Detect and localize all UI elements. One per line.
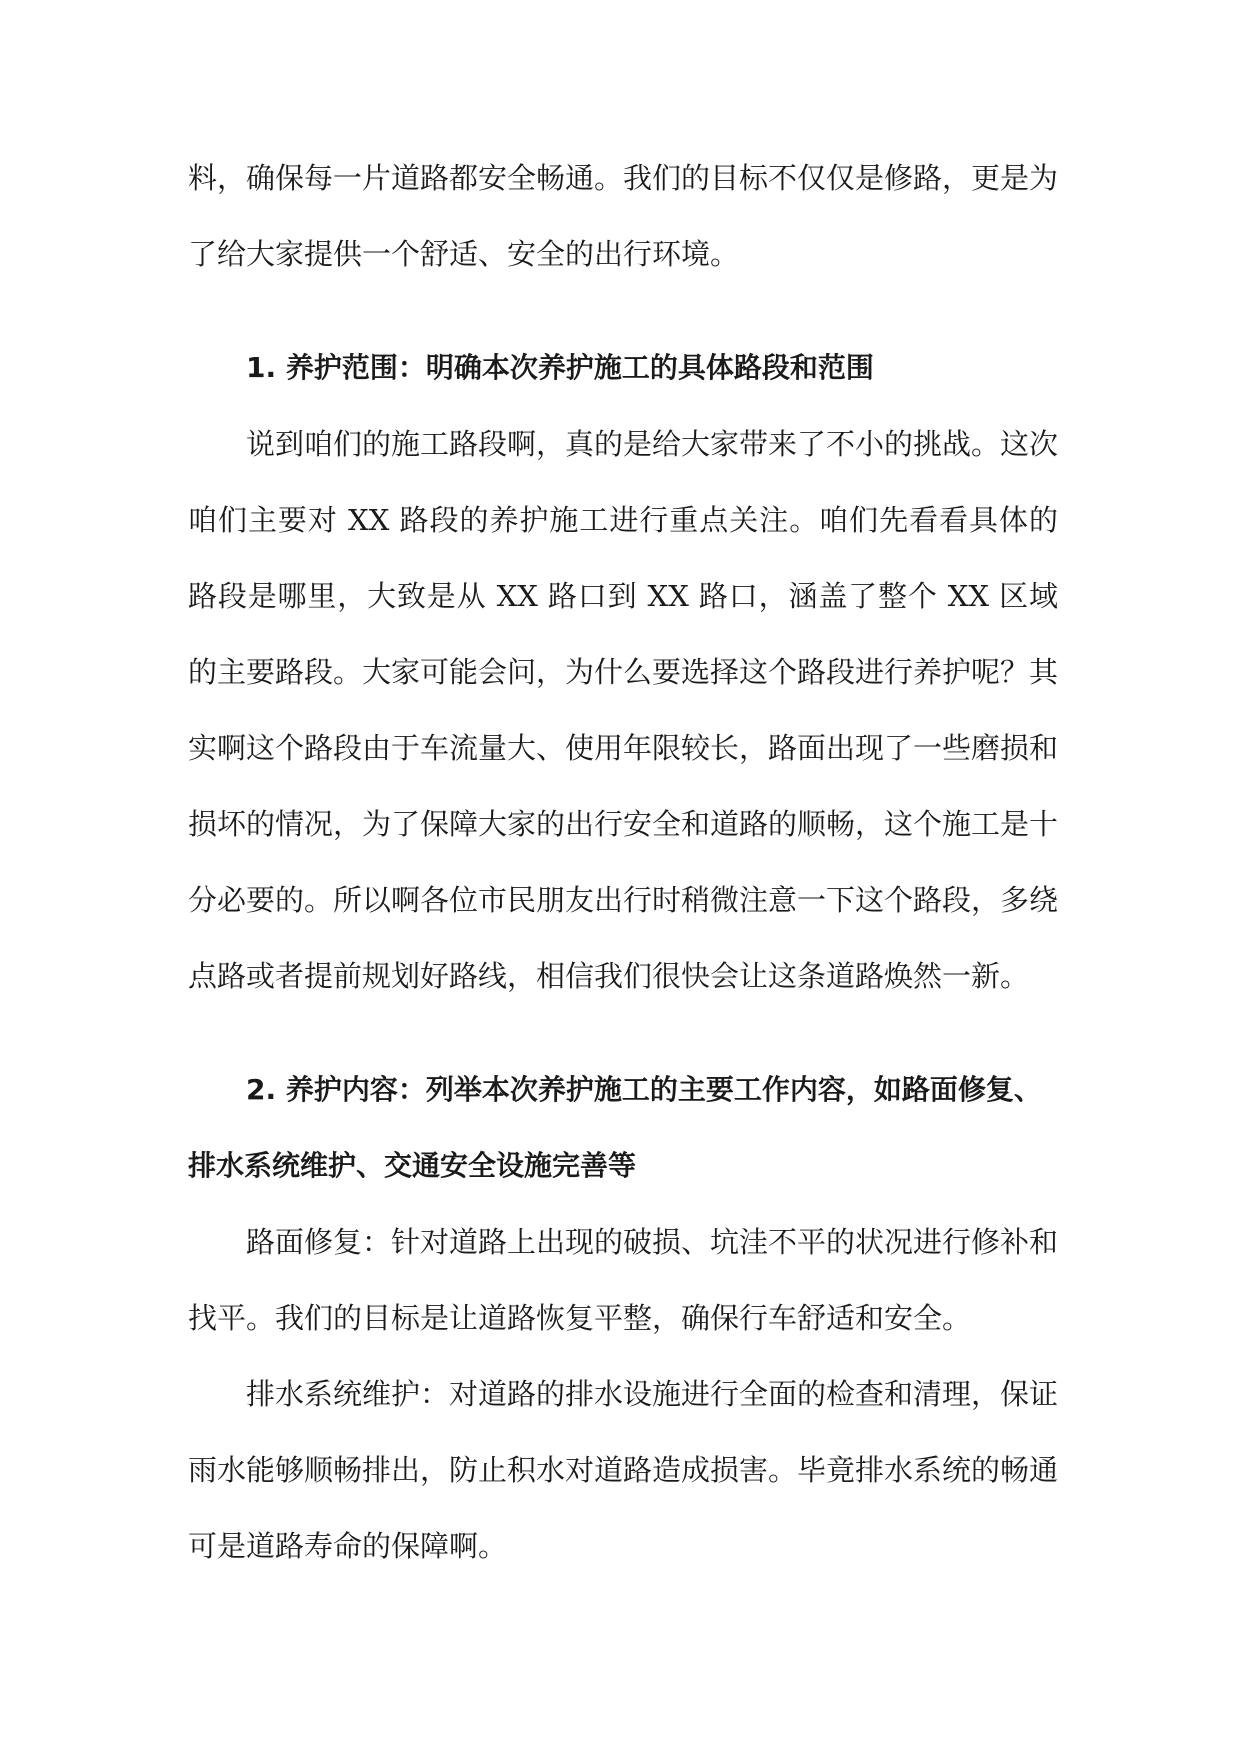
continuation-paragraph: 料，确保每一片道路都安全畅通。我们的目标不仅仅是修路，更是为了给大家提供一个舒适、安全的出行环境。: [188, 161, 1059, 271]
document-body: [188, 140, 1058, 1584]
drainage-paragraph: 排水系统维护：对道路的排水设施进行全面的检查和清理，保证雨水能够顺畅排出，防止积水对道路造成损害。毕竟排水系统的畅通可是道路寿命的保障啊。: [188, 1377, 1059, 1563]
spacer: [188, 1014, 1058, 1052]
section-1-body: 说到咱们的施工路段啊，真的是给大家带来了不小的挑战。这次咱们主要对 XX 路段的养护施工进行重点关注。咱们先看看具体的路段是哪里，大致是从 XX 路口到 XX 路口，涵盖了整个 XX 区域的主要路段。大家可能会问，为什么要选择这个路段进行养护呢？其实啊这个路段由于车流量大、使用年限较长，路面出现了一些磨损和损坏的情况，为了保障大家的出行安全和道路的顺畅，这个施工是十分必要的。所以啊各位市民朋友出行时稍微注意一下这个路段，多绕点路或者提前规划好路线，相信我们很快会让这条道路焕然一新。: [188, 427, 1059, 993]
road-repair-paragraph: 路面修复：针对道路上出现的破损、坑洼不平的状况进行修补和找平。我们的目标是让道路恢复平整，确保行车舒适和安全。: [188, 1225, 1059, 1335]
section-1-heading: 1. 养护范围：明确本次养护施工的具体路段和范围: [246, 351, 874, 384]
section-2-heading: 2. 养护内容：列举本次养护施工的主要工作内容，如路面修复、排水系统维护、交通安全设施完善等: [188, 1073, 1042, 1182]
spacer: [188, 292, 1058, 330]
